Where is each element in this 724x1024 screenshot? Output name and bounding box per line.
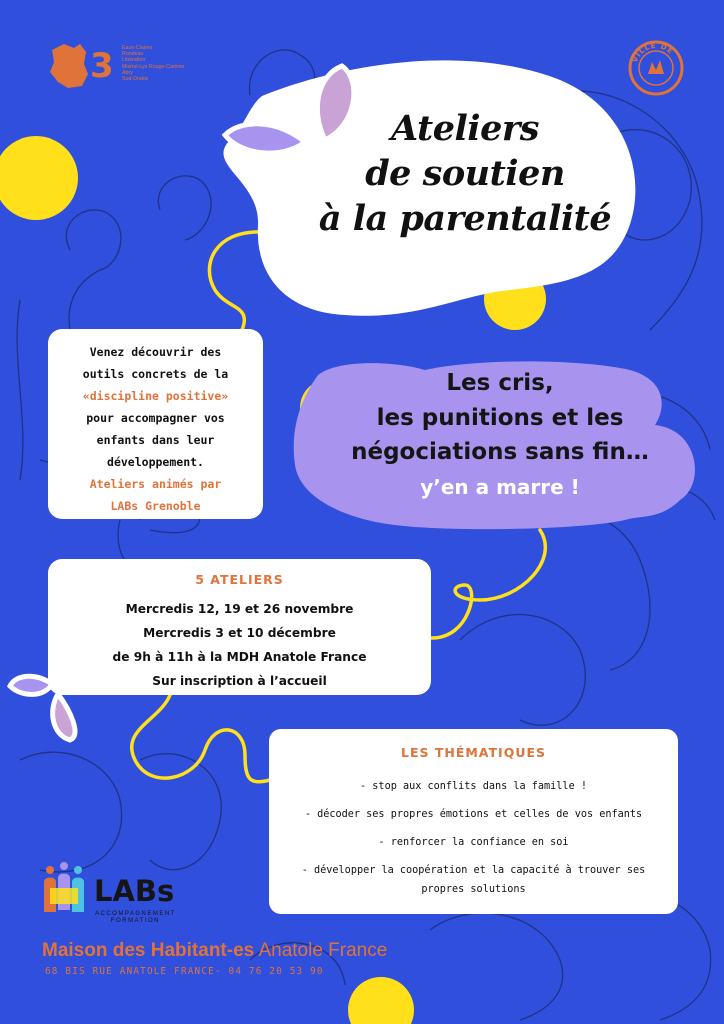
theme-item: - développer la coopération et la capacité à trouver ses propres solutions: [301, 865, 646, 895]
sector-line: Abry: [122, 69, 133, 76]
slogan-punchline: y’en a marre !: [420, 474, 580, 499]
slogan-line: les punitions et les: [376, 404, 624, 431]
schedule-details: [48, 597, 431, 693]
svg-text:VILLE DE: VILLE DE: [630, 41, 675, 64]
venue-name: [42, 940, 387, 962]
venue-name-rest: Anatole France: [254, 940, 388, 961]
map-silhouette-icon: [46, 42, 90, 90]
venue-name-bold: Maison des Habitant-es: [42, 940, 255, 961]
slogan-bubble: [290, 366, 710, 504]
sector-logo: [46, 42, 206, 90]
schedule-heading: 5 ATELIERS: [195, 572, 284, 587]
title-line: à la parentalité: [318, 198, 612, 239]
venue-address: 68 BIS RUE ANATOLE FRANCE- 04 76 20 53 90: [45, 966, 324, 977]
city-seal-logo: [628, 40, 684, 96]
sector-neighborhoods: [122, 45, 212, 82]
sector-line: Eaux-Claires: [122, 45, 153, 51]
themes-heading: LES THÉMATIQUES: [400, 745, 547, 760]
schedule-line: Mercredis 3 et 10 décembre: [143, 626, 336, 640]
title-line: de soutien: [365, 153, 565, 194]
themes-card: [269, 729, 678, 914]
title-line: Ateliers: [391, 108, 539, 149]
labs-wordmark: LABs: [94, 874, 175, 908]
registration-note: Sur inscription à l’accueil: [152, 674, 327, 688]
schedule-line: de 9h à 11h à la MDH Anatole France: [112, 650, 367, 664]
intro-line: pour accompagner vos: [86, 411, 225, 425]
slogan-line: négociations sans fin…: [351, 439, 649, 465]
intro-line: Venez découvrir des: [89, 345, 222, 359]
intro-highlight: «discipline positive»: [82, 389, 229, 403]
intro-card: [48, 329, 263, 519]
labs-tagline: [95, 911, 176, 925]
sector-line: Mistral-Lys Rouge-Camine: [122, 63, 185, 70]
labs-tagline-line: FORMATION: [110, 918, 160, 924]
city-seal-icon: [628, 40, 684, 96]
poster-title: [300, 106, 630, 241]
animated-by-line: Ateliers animés par: [89, 477, 222, 491]
sector-line: Libération: [122, 57, 146, 64]
sector-line: Rondeau: [122, 51, 144, 58]
labs-logo: [40, 862, 200, 932]
slogan-line: Les cris,: [446, 370, 554, 396]
labs-tagline-line: ACCOMPAGNEMENT: [95, 911, 176, 917]
schedule-line: Mercredis 12, 19 et 26 novembre: [125, 602, 354, 616]
animated-by-org: LABs Grenoble: [110, 499, 201, 513]
labs-people-icon: [40, 862, 92, 924]
themes-list: [279, 777, 668, 908]
theme-item: - renforcer la confiance en soi: [378, 837, 569, 848]
schedule-card: [48, 559, 431, 695]
intro-line: développement.: [107, 455, 204, 469]
sector-number: 3: [90, 46, 114, 86]
intro-line: enfants dans leur: [96, 433, 215, 447]
theme-item: - décoder ses propres émotions et celles de vos enfants: [304, 809, 643, 820]
intro-text: [58, 341, 253, 517]
sector-line: Sud-Drakis: [122, 76, 149, 83]
theme-item: - stop aux conflits dans la famille !: [360, 781, 587, 792]
intro-line: outils concrets de la: [82, 367, 229, 381]
